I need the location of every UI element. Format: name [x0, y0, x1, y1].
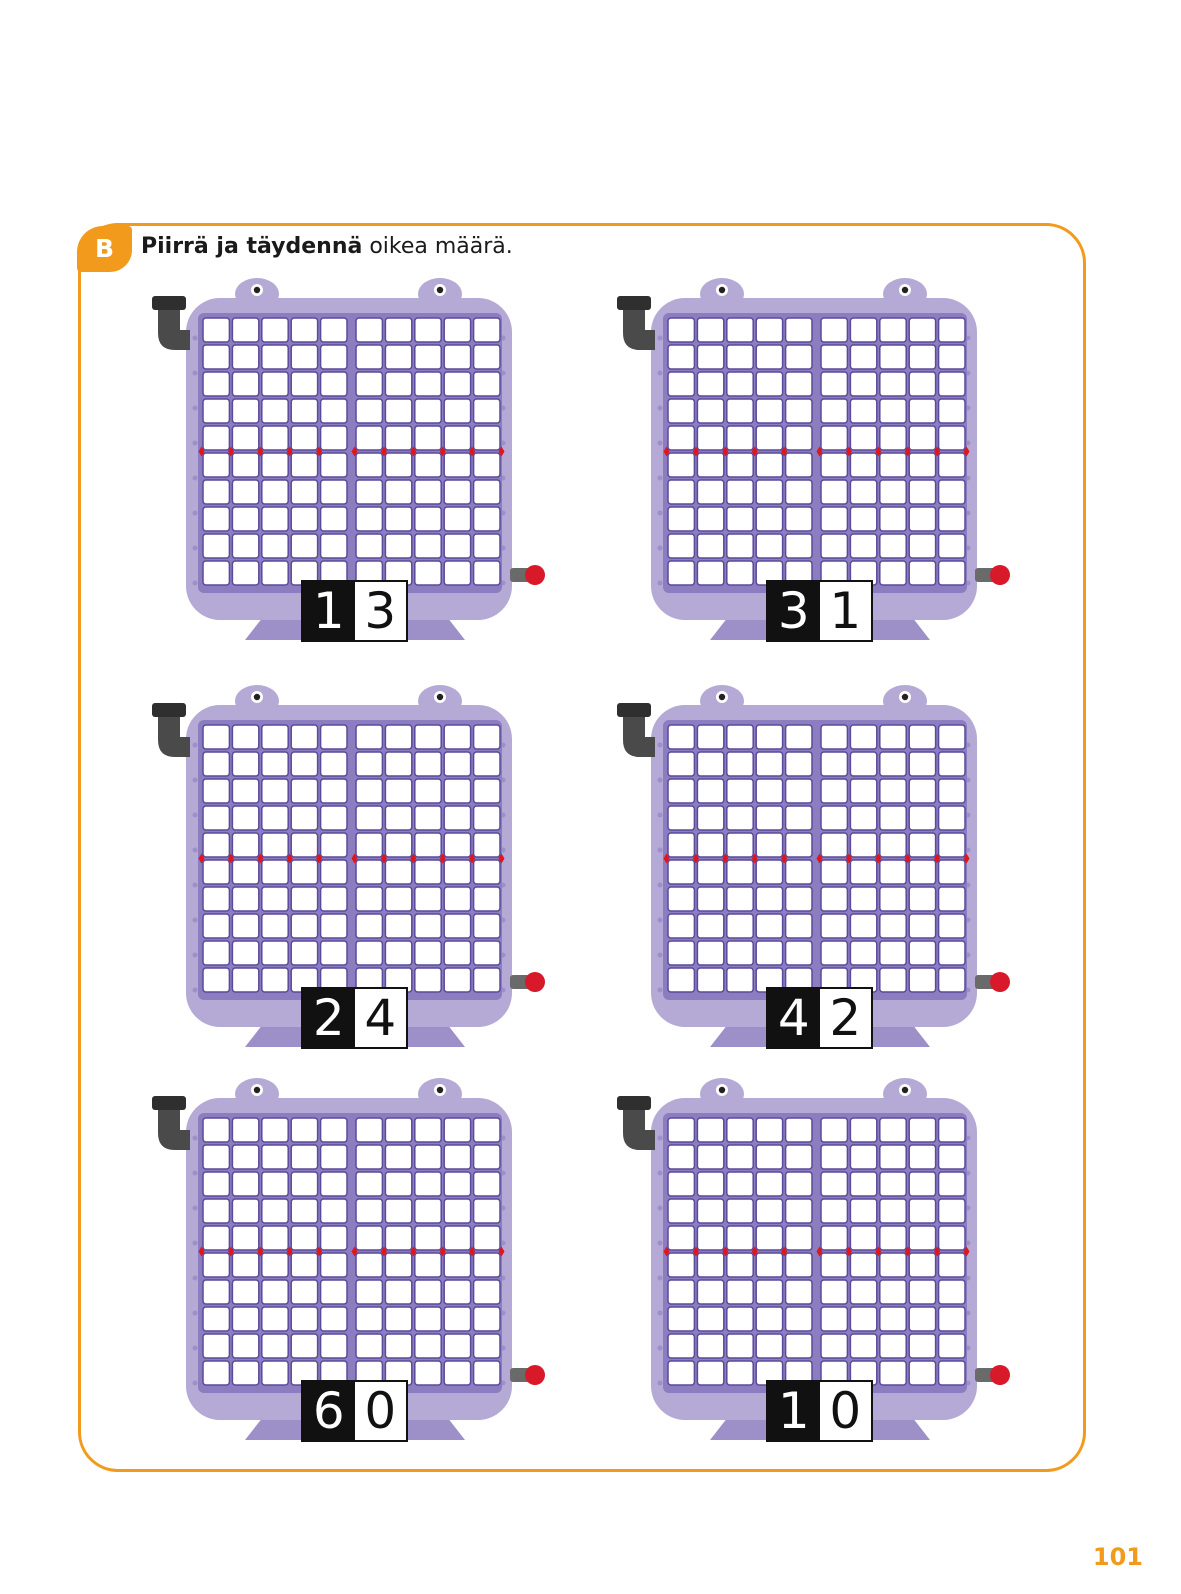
tens-grid — [198, 313, 502, 593]
ones-digit: 4 — [355, 989, 407, 1047]
ones-digit: 0 — [820, 1382, 872, 1440]
pipe-icon — [152, 703, 190, 757]
pipe-icon — [152, 1096, 190, 1150]
place-value-machine-1 — [150, 278, 530, 668]
tens-digit: 6 — [303, 1382, 355, 1440]
red-button-icon — [510, 972, 545, 992]
place-value-machine-5 — [150, 1078, 530, 1468]
ones-digit: 0 — [355, 1382, 407, 1440]
red-button-icon — [975, 1365, 1010, 1385]
instruction-rest: oikea määrä. — [362, 234, 513, 259]
number-box — [301, 580, 408, 642]
number-box — [766, 1380, 873, 1442]
place-value-machine-3 — [150, 685, 530, 1075]
instruction-bold: Piirrä ja täydennä — [141, 234, 363, 259]
ones-digit: 1 — [820, 582, 872, 640]
tens-grid — [663, 720, 967, 1000]
place-value-machine-6 — [615, 1078, 995, 1468]
number-box — [301, 987, 408, 1049]
tens-digit: 3 — [768, 582, 820, 640]
tens-digit: 2 — [303, 989, 355, 1047]
tens-digit: 1 — [303, 582, 355, 640]
number-box — [301, 1380, 408, 1442]
tens-grid — [198, 720, 502, 1000]
tens-grid — [663, 1113, 967, 1393]
red-button-icon — [510, 565, 545, 585]
pipe-icon — [617, 1096, 655, 1150]
tens-digit: 1 — [768, 1382, 820, 1440]
task-instruction — [141, 234, 513, 259]
red-button-icon — [975, 972, 1010, 992]
task-badge: B — [77, 226, 132, 272]
ones-digit: 3 — [355, 582, 407, 640]
tens-grid — [663, 313, 967, 593]
pipe-icon — [617, 703, 655, 757]
number-box — [766, 580, 873, 642]
red-button-icon — [510, 1365, 545, 1385]
tens-digit: 4 — [768, 989, 820, 1047]
place-value-machine-4 — [615, 685, 995, 1075]
tens-grid — [198, 1113, 502, 1393]
place-value-machine-2 — [615, 278, 995, 668]
pipe-icon — [152, 296, 190, 350]
number-box — [766, 987, 873, 1049]
ones-digit: 2 — [820, 989, 872, 1047]
red-button-icon — [975, 565, 1010, 585]
page-number: 101 — [1092, 1543, 1143, 1571]
pipe-icon — [617, 296, 655, 350]
